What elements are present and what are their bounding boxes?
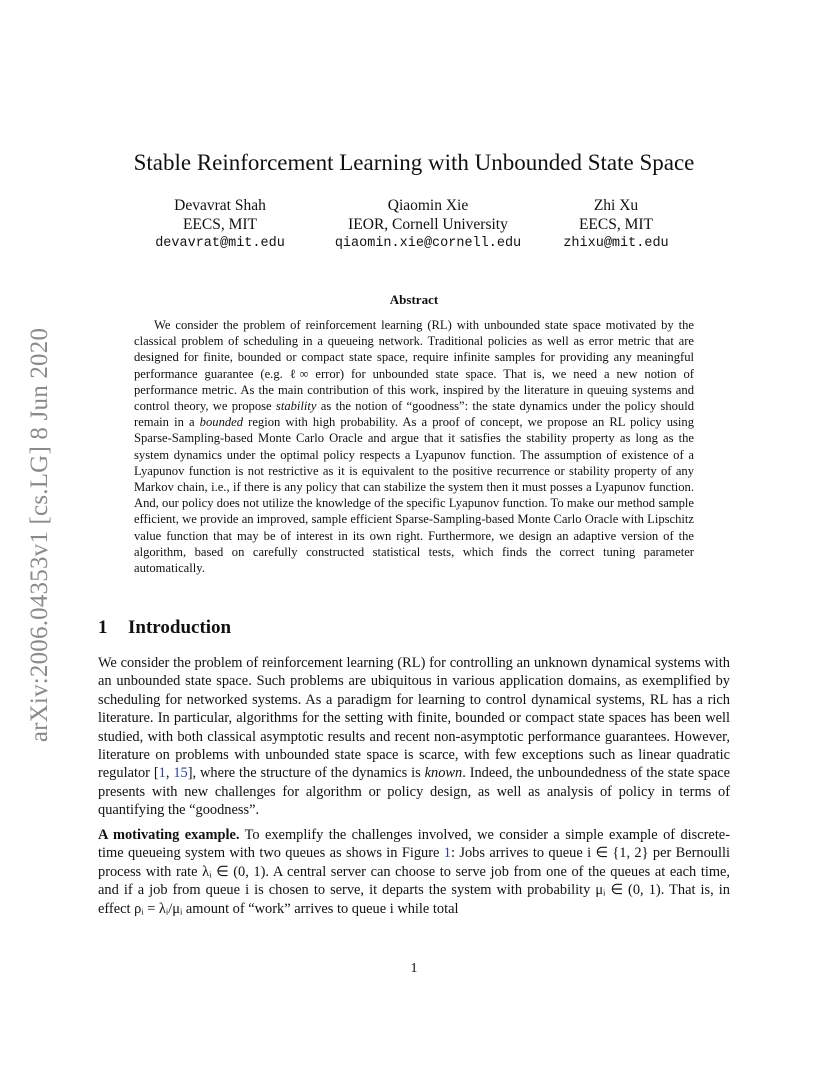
- author-affiliation: EECS, MIT: [182, 216, 258, 233]
- author-email[interactable]: zhixu@mit.edu: [563, 236, 669, 251]
- paper-title: Stable Reinforcement Learning with Unbounded State Space: [133, 150, 695, 175]
- author-name: Qiaomin Xie: [387, 197, 469, 214]
- section-number: 1: [98, 617, 108, 638]
- section-heading: [98, 617, 231, 639]
- author-name: Devavrat Shah: [174, 197, 266, 214]
- runin-heading: A motivating example.: [98, 827, 240, 843]
- figure-ref-link[interactable]: 1: [443, 845, 451, 862]
- author-name: Zhi Xu: [593, 197, 639, 214]
- linf-symbol: ℓ∞: [289, 366, 309, 381]
- motivating-example-paragraph: A motivating example. To exemplify the challenges involved, we consider a simple example of discrete-time queueing system with two queues as shows in Figure 1: Jobs arrives to queue i ∈ {1, 2} per Bernoulli process with rate λᵢ ∈ (0, 1). A central server can choose to serve job from one of the queues at each time, and if a job from queue i is chosen to serve, it departs the system with probability μᵢ ∈ (0, 1). That is, in effect ρᵢ = λᵢ/μᵢ amount of “work” arrives to queue i while total: [98, 827, 730, 917]
- author: [546, 196, 686, 253]
- citation-link[interactable]: 1: [158, 765, 166, 782]
- emphasis-bounded: bounded: [199, 415, 244, 430]
- author-email[interactable]: devavrat@mit.edu: [155, 236, 285, 251]
- author: [140, 196, 300, 253]
- section-title: Introduction: [128, 617, 232, 638]
- abstract-text: We consider the problem of reinforcement learning (RL) with unbounded state space motivated by the classical problem of scheduling in a queueing network. Traditional policies as well as error metric that are designed for finite, bounded or compact state space, require infinite samples for providing any meaningful performance guarantee (e.g. ℓ∞ error) for unbounded state space. That is, we need a new notion of performance metric. As the main contribution of this work, inspired by the literature in queuing systems and control theory, we propose stability as the notion of “goodness”: the state dynamics under the policy should remain in a bounded region with high probability. As a proof of concept, we propose an RL policy using Sparse-Sampling-based Monte Carlo Oracle and argue that it satisfies the stability property as long as the system dynamics under the optimal policy respects a Lyapunov function. The assumption of existence of a Lyapunov function is not restrictive as it is equivalent to the positive recurrence or stability property of any Markov chain, i.e., if there is any policy that can stabilize the system then it must posses a Lyapunov function. And, our policy does not utilize the knowledge of the specific Lyapunov function. To make our method sample efficient, we provide an improved, sample efficient Sparse-Sampling-based Monte Carlo Oracle with Lipschitz value function that may be of interest in its own right. Furthermore, we design an adaptive version of the algorithm, based on carefully constructed statistical tests, which finds the correct tuning parameter automatically.: [134, 318, 695, 576]
- emphasis-stability: stability: [275, 399, 317, 414]
- arxiv-date: 8 Jun 2020: [26, 327, 53, 440]
- author-block: [0, 196, 828, 260]
- author: [318, 196, 538, 253]
- page-number: 1: [410, 961, 418, 976]
- abstract-heading: Abstract: [389, 292, 439, 307]
- author-email[interactable]: qiaomin.xie@cornell.edu: [334, 236, 522, 251]
- arxiv-stamp: [20, 285, 60, 785]
- intro-paragraph: We consider the problem of reinforcement learning (RL) for controlling an unknown dynamical systems with an unbounded state space. Such problems are ubiquitous in various application domains, as exemplified by scheduling for networked systems. As a paradigm for learning to control dynamical systems, RL has a rich literature. In particular, algorithms for the setting with finite, bounded or compact state spaces has been well studied, with both classical asymptotic results and recent non-asymptotic performance guarantees. However, literature on problems with unbounded state space is scarce, with few exceptions such as linear quadratic regulator [1, 15], where the structure of the dynamics is known. Indeed, the unboundedness of the state space presents with new challenges for algorithm or policy design, as well as analysis of policy in terms of quantifying the “goodness”.: [98, 655, 730, 819]
- author-affiliation: IEOR, Cornell University: [348, 216, 508, 233]
- emphasis-known: known: [424, 765, 463, 782]
- arxiv-category: [cs.LG]: [26, 446, 53, 525]
- arxiv-id: arXiv:2006.04353v1: [26, 530, 53, 743]
- author-affiliation: EECS, MIT: [578, 216, 654, 233]
- citation-link[interactable]: 15: [173, 765, 188, 782]
